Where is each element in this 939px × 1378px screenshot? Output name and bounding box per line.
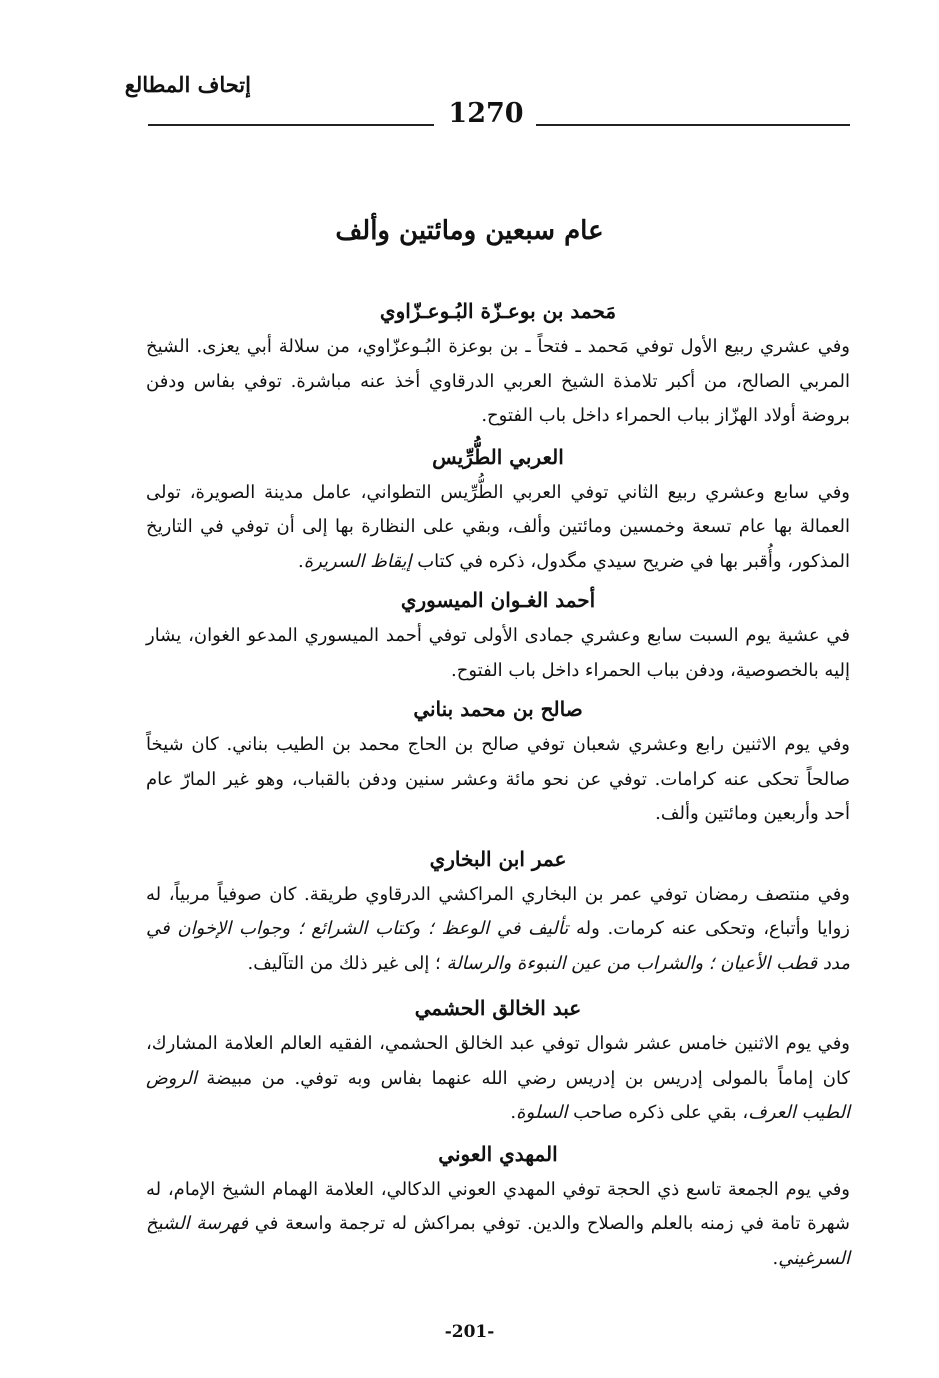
entry-text: وفي يوم الجمعة تاسع ذي الحجة توفي المهدي العوني الدكالي، العلامة الهمام الشيخ الإمام، له شهرة تامة في زمنه بالعلم والصلاح والدين. توفي بمراكش له ترجمة واسعة في فهرسة الشيخ السرغيني. — [146, 1178, 851, 1269]
entry — [146, 1135, 850, 1277]
entry — [146, 989, 850, 1131]
entry-name: عمر ابن البخاري — [429, 846, 567, 871]
book-title: الروض الطيب العرف — [146, 1067, 850, 1123]
entry-name: العربي الطُّرِّيس — [432, 444, 564, 469]
header-rule-right — [536, 124, 850, 126]
entry — [146, 581, 850, 688]
entry-text: وفي عشري ربيع الأول توفي مَحمد ـ فتحاً ـ بن بوعزة البُـوعزّاوي، من سلالة أبي يعزى. الشيخ المربي الصالح، من أكبر تلامذة الشيخ العربي الدرقاوي أخذ عنه مباشرة. توفي بفاس ودفن بروضة أولاد الهزّاز بباب الحمراء داخل باب الفتوح. — [146, 336, 850, 426]
page-number: 1270 — [448, 98, 524, 129]
entry-text: في عشية يوم السبت سابع وعشري جمادى الأولى توفي أحمد الميسوري المدعو الغوان، يشار إليه بالخصوصية، ودفن بباب الحمراء داخل باب الفتوح. — [146, 625, 850, 681]
book-title: إيقاظ السريرة — [303, 550, 412, 572]
entry-name: عبد الخالق الحشمي — [414, 996, 582, 1020]
entry-name: مَحمد بن بوعـزّة البُـوعـزّاوي — [379, 299, 617, 323]
book-title: تأليف في الوعظ ؛ وكتاب الشرائع ؛ وجواب الإخوان في مدد قطب الأعيان ؛ والشراب من عين النبوءة والرسالة — [146, 918, 850, 974]
header-rule-left — [148, 124, 434, 126]
entry-text: وفي يوم الاثنين خامس عشر شوال توفي عبد الخالق الحشمي، الفقيه العالم العلامة المشارك، كان إماماً بالمولى إدريس بن إدريس رضي الله عنهما بفاس وبه توفي. من مبيضة الروض الطيب العرف، بقي على ذكره صاحب السلوة. — [146, 1033, 850, 1123]
running-title: إتحاف المطالع — [124, 72, 251, 97]
section-title: عام سبعين ومائتين وألف — [335, 216, 604, 246]
book-title: السلوة — [516, 1102, 568, 1123]
entry — [146, 840, 850, 982]
entry-name: أحمد الغـوان الميسوري — [400, 588, 596, 612]
entries-list — [146, 292, 850, 1276]
entry — [146, 438, 850, 580]
footer-page-number: -201- — [444, 1322, 495, 1342]
book-title: فهرسة الشيخ السرغيني — [146, 1213, 850, 1269]
entry-text: وفي سابع وعشري ربيع الثاني توفي العربي الطُّرِّيس التطواني، عامل مدينة الصويرة، تولى العمالة بها عام تسعة وخمسين ومائتين وألف، وبقي على النظارة بها إلى أن توفي في التاريخ المذكور، وأُقبر بها في ضريح سيدي مگدول، ذكره في كتاب إيقاظ السريرة. — [146, 481, 850, 572]
entry — [146, 690, 850, 832]
entry-text: وفي يوم الاثنين رابع وعشري شعبان توفي صالح بن الحاج محمد بن الطيب بناني. كان شيخاً صالحاً تحكى عنه كرامات. توفي عن نحو مائة وعشر سنين ودفن بالقباب، وهو غير المارّ عام أحد وأربعين ومائتين وألف. — [146, 734, 850, 824]
entry-text: وفي منتصف رمضان توفي عمر بن البخاري المراكشي الدرقاوي طريقة. كان صوفياً مربياً، له زوايا وأتباع، وتحكى عنه كرمات. وله تأليف في الوعظ ؛ وكتاب الشرائع ؛ وجواب الإخوان في مدد قطب الأعيان ؛ والشراب من عين النبوءة والرسالة ؛ إلى غير ذلك من التآليف. — [146, 883, 850, 974]
entry-name: المهدي العوني — [438, 1141, 558, 1166]
entry — [146, 292, 850, 434]
entry-name: صالح بن محمد بناني — [413, 697, 583, 721]
